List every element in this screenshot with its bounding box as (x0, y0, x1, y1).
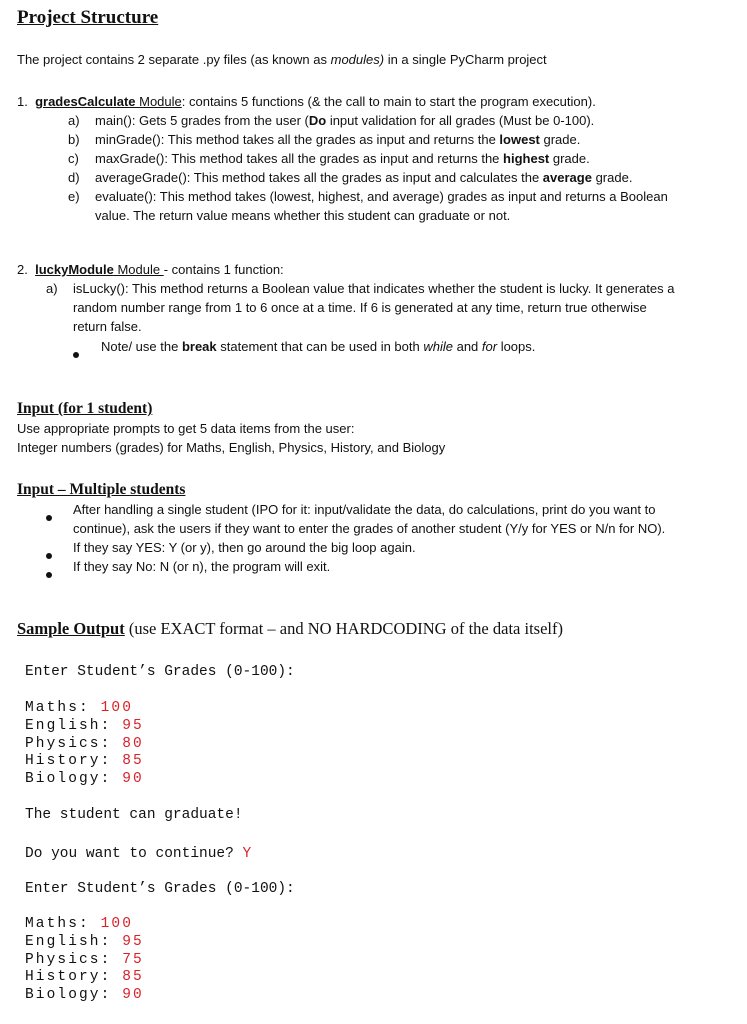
list-item-text: value. The return value means whether this student can graduate or not. (95, 208, 511, 223)
console-line: Maths: 100 (25, 700, 134, 716)
console-line: History: 85 (25, 753, 144, 769)
bullet-icon (46, 546, 52, 564)
page-title: Project Structure (17, 7, 159, 28)
bullet-icon (73, 345, 79, 363)
list-item-text: averageGrade(): This method takes all the grades as input and calculates the average grade. (95, 170, 633, 185)
input-one-line: Integer numbers (grades) for Maths, English, Physics, History, and Biology (17, 440, 446, 455)
bullet-text: If they say No: N (or n), the program will exit. (73, 559, 331, 574)
list-item-text: isLucky(): This method returns a Boolean value that indicates whether the student is lucky. It generates a (73, 281, 675, 296)
list-item-text: maxGrade(): This method takes all the grades as input and returns the highest grade. (95, 151, 590, 166)
console-continue: Do you want to continue? Y (25, 846, 252, 862)
console-line: English: 95 (25, 718, 144, 734)
console-line: History: 85 (25, 969, 144, 985)
console-line: Maths: 100 (25, 916, 134, 932)
bullet-icon (46, 508, 52, 526)
list-item-text: random number range from 1 to 6 once at a time. If 6 is generated at any time, return true otherwise (73, 300, 647, 315)
console-line: English: 95 (25, 934, 144, 950)
console-prompt: Enter Student’s Grades (0-100): (25, 664, 295, 680)
sample-output-heading: Sample Output (use EXACT format – and NO HARDCODING of the data itself) (17, 619, 563, 638)
section-1-heading: 1. gradesCalculate Module: contains 5 functions (& the call to main to start the program execution). (17, 94, 596, 109)
bullet-text: If they say YES: Y (or y), then go around the big loop again. (73, 540, 416, 555)
input-one-line: Use appropriate prompts to get 5 data items from the user: (17, 421, 355, 436)
list-item: d) (68, 170, 80, 185)
list-item: b) (68, 132, 80, 147)
bullet-icon (46, 565, 52, 583)
input-multi-heading: Input – Multiple students (17, 481, 186, 498)
console-prompt: Enter Student’s Grades (0-100): (25, 881, 295, 897)
bullet-text: continue), ask the users if they want to enter the grades of another student (Y/y for YES or N/n for NO). (73, 521, 666, 536)
note-text: Note/ use the break statement that can be used in both while and for loops. (101, 339, 536, 354)
bullet-text: After handling a single student (IPO for it: input/validate the data, do calculations, print do you want to (73, 502, 656, 517)
list-item: e) (68, 189, 80, 204)
list-item: a) (68, 113, 80, 128)
list-item-text: return false. (73, 319, 142, 334)
list-item: c) (68, 151, 79, 166)
list-item-text: main(): Gets 5 grades from the user (Do input validation for all grades (Must be 0-100). (95, 113, 595, 128)
section-2-heading: 2. luckyModule Module - contains 1 function: (17, 262, 284, 277)
intro-text: The project contains 2 separate .py files (as known as modules) in a single PyCharm project (17, 52, 547, 67)
input-one-heading: Input (for 1 student) (17, 400, 153, 417)
console-line: Biology: 90 (25, 987, 144, 1003)
console-line: Physics: 75 (25, 952, 144, 968)
console-line: Biology: 90 (25, 771, 144, 787)
console-result: The student can graduate! (25, 807, 243, 823)
console-line: Physics: 80 (25, 736, 144, 752)
list-item-text: minGrade(): This method takes all the grades as input and returns the lowest grade. (95, 132, 581, 147)
list-item: a) (46, 281, 58, 296)
list-item-text: evaluate(): This method takes (lowest, highest, and average) grades as input and returns a Boolean (95, 189, 668, 204)
